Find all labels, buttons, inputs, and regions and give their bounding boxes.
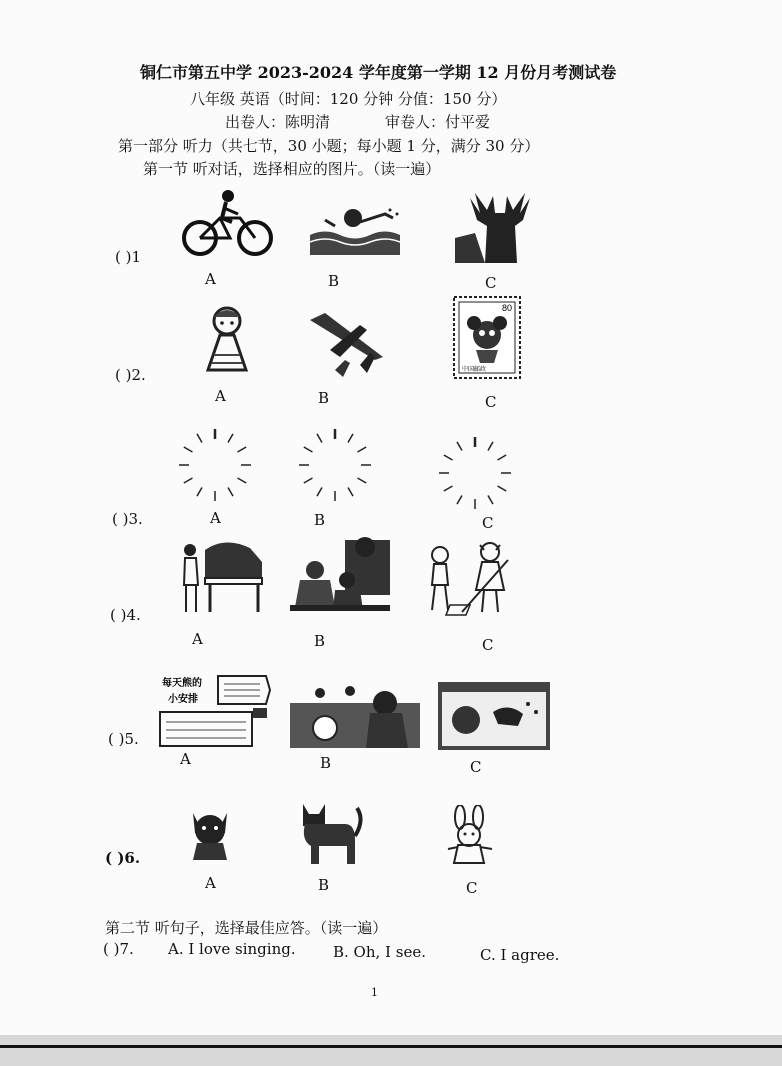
q5-choice-c: C [470, 758, 482, 776]
clock-tick [348, 434, 353, 443]
q2-choice-b: B [318, 389, 330, 407]
clock-tick [348, 488, 353, 497]
question-number-4: ( )4. [110, 606, 141, 624]
stamp-caption: 中国邮政 [462, 366, 487, 373]
piano-player-icon [180, 540, 265, 615]
q3-choice-c: C [482, 514, 494, 532]
scan-bottom-bar [0, 1035, 782, 1066]
question-number-5: ( )5. [108, 730, 139, 748]
q2-choice-c: C [485, 393, 497, 411]
exam-title: 铜仁市第五中学 2023-2024 学年度第一学期 12 月份月考测试卷 [140, 63, 617, 82]
tv-scene-icon [438, 682, 550, 750]
section2-heading: 第二节 听句子，选择最佳应答。（读一遍） [105, 919, 388, 937]
bicycle-rider-icon [180, 188, 275, 258]
cartoon-animal-icon [185, 805, 235, 865]
swimmer-icon [305, 200, 405, 255]
reviewer-line: 审卷人：付平爱 [385, 113, 491, 131]
clock-tick [184, 447, 193, 452]
clock-tick [197, 434, 202, 443]
clock-tick [358, 447, 367, 452]
clock-tick [228, 488, 233, 497]
q1-choice-a: A [205, 270, 216, 288]
clock-icon [175, 425, 255, 505]
cartoon-scene-icon [290, 683, 420, 748]
clock-tick [228, 434, 233, 443]
clock-tick [304, 447, 313, 452]
clock-icon [435, 433, 515, 513]
q7-option-a: A. I love singing. [168, 940, 296, 958]
clock-tick [317, 434, 322, 443]
q5-choice-a: A [180, 750, 191, 768]
q7-option-c: C. I agree. [480, 946, 560, 964]
grade-subject-line: 八年级 英语（时间：120 分钟 分值：150 分） [190, 90, 507, 108]
setter-line: 出卷人：陈明清 [225, 113, 331, 131]
q7-option-b: B. Oh, I see. [333, 943, 426, 961]
question-number-1: ( )1 [115, 248, 142, 266]
clock-tick [238, 447, 247, 452]
doll-icon [200, 305, 255, 375]
q4-choice-b: B [314, 632, 326, 650]
board-text-line2: 小安排 [168, 694, 198, 705]
clock-tick [444, 455, 453, 460]
clock-tick [444, 486, 453, 491]
clock-tick [184, 478, 193, 483]
q1-choice-b: B [328, 272, 340, 290]
q5-choice-b: B [320, 754, 332, 772]
clock-tick [488, 442, 493, 451]
clock-tick [457, 496, 462, 505]
question-number-3: ( )3. [112, 510, 143, 528]
stamp-value: 80 [502, 303, 513, 313]
clock-tick [457, 442, 462, 451]
q3-choice-b: B [314, 511, 326, 529]
rabbit-icon [440, 805, 500, 870]
clock-tick [498, 486, 507, 491]
page-number: 1 [371, 986, 378, 999]
clock-tick [488, 496, 493, 505]
q6-choice-a: A [205, 874, 216, 892]
question-number-6: ( )6. [105, 849, 141, 867]
clock-tick [238, 478, 247, 483]
q4-choice-a: A [192, 630, 203, 648]
part1-heading: 第一部分 听力（共七节，30 小题；每小题 1 分，满分 30 分） [118, 137, 540, 155]
airplane-icon [305, 305, 385, 380]
scan-bottom-line [0, 1045, 782, 1048]
q2-choice-a: A [215, 387, 226, 405]
q4-choice-c: C [482, 636, 494, 654]
newspaper-board-icon [158, 672, 273, 750]
q6-choice-c: C [466, 879, 478, 897]
clock-tick [358, 478, 367, 483]
clock-tick [317, 488, 322, 497]
cat-icon [295, 800, 365, 868]
q6-choice-b: B [318, 876, 330, 894]
clock-tick [197, 488, 202, 497]
clock-icon [295, 425, 375, 505]
clock-tick [304, 478, 313, 483]
stamp-icon [452, 295, 522, 380]
family-reading-icon [285, 535, 395, 615]
children-sweeping-icon [420, 540, 520, 620]
q1-choice-c: C [485, 274, 497, 292]
question-number-7: ( )7. [103, 940, 134, 958]
clock-tick [498, 455, 507, 460]
section1-heading: 第一节 听对话，选择相应的图片。（读一遍） [143, 160, 441, 178]
q3-choice-a: A [210, 509, 221, 527]
board-text-line1: 每天熊的 [162, 678, 202, 689]
moose-icon [455, 188, 540, 263]
question-number-2: ( )2. [115, 366, 146, 384]
